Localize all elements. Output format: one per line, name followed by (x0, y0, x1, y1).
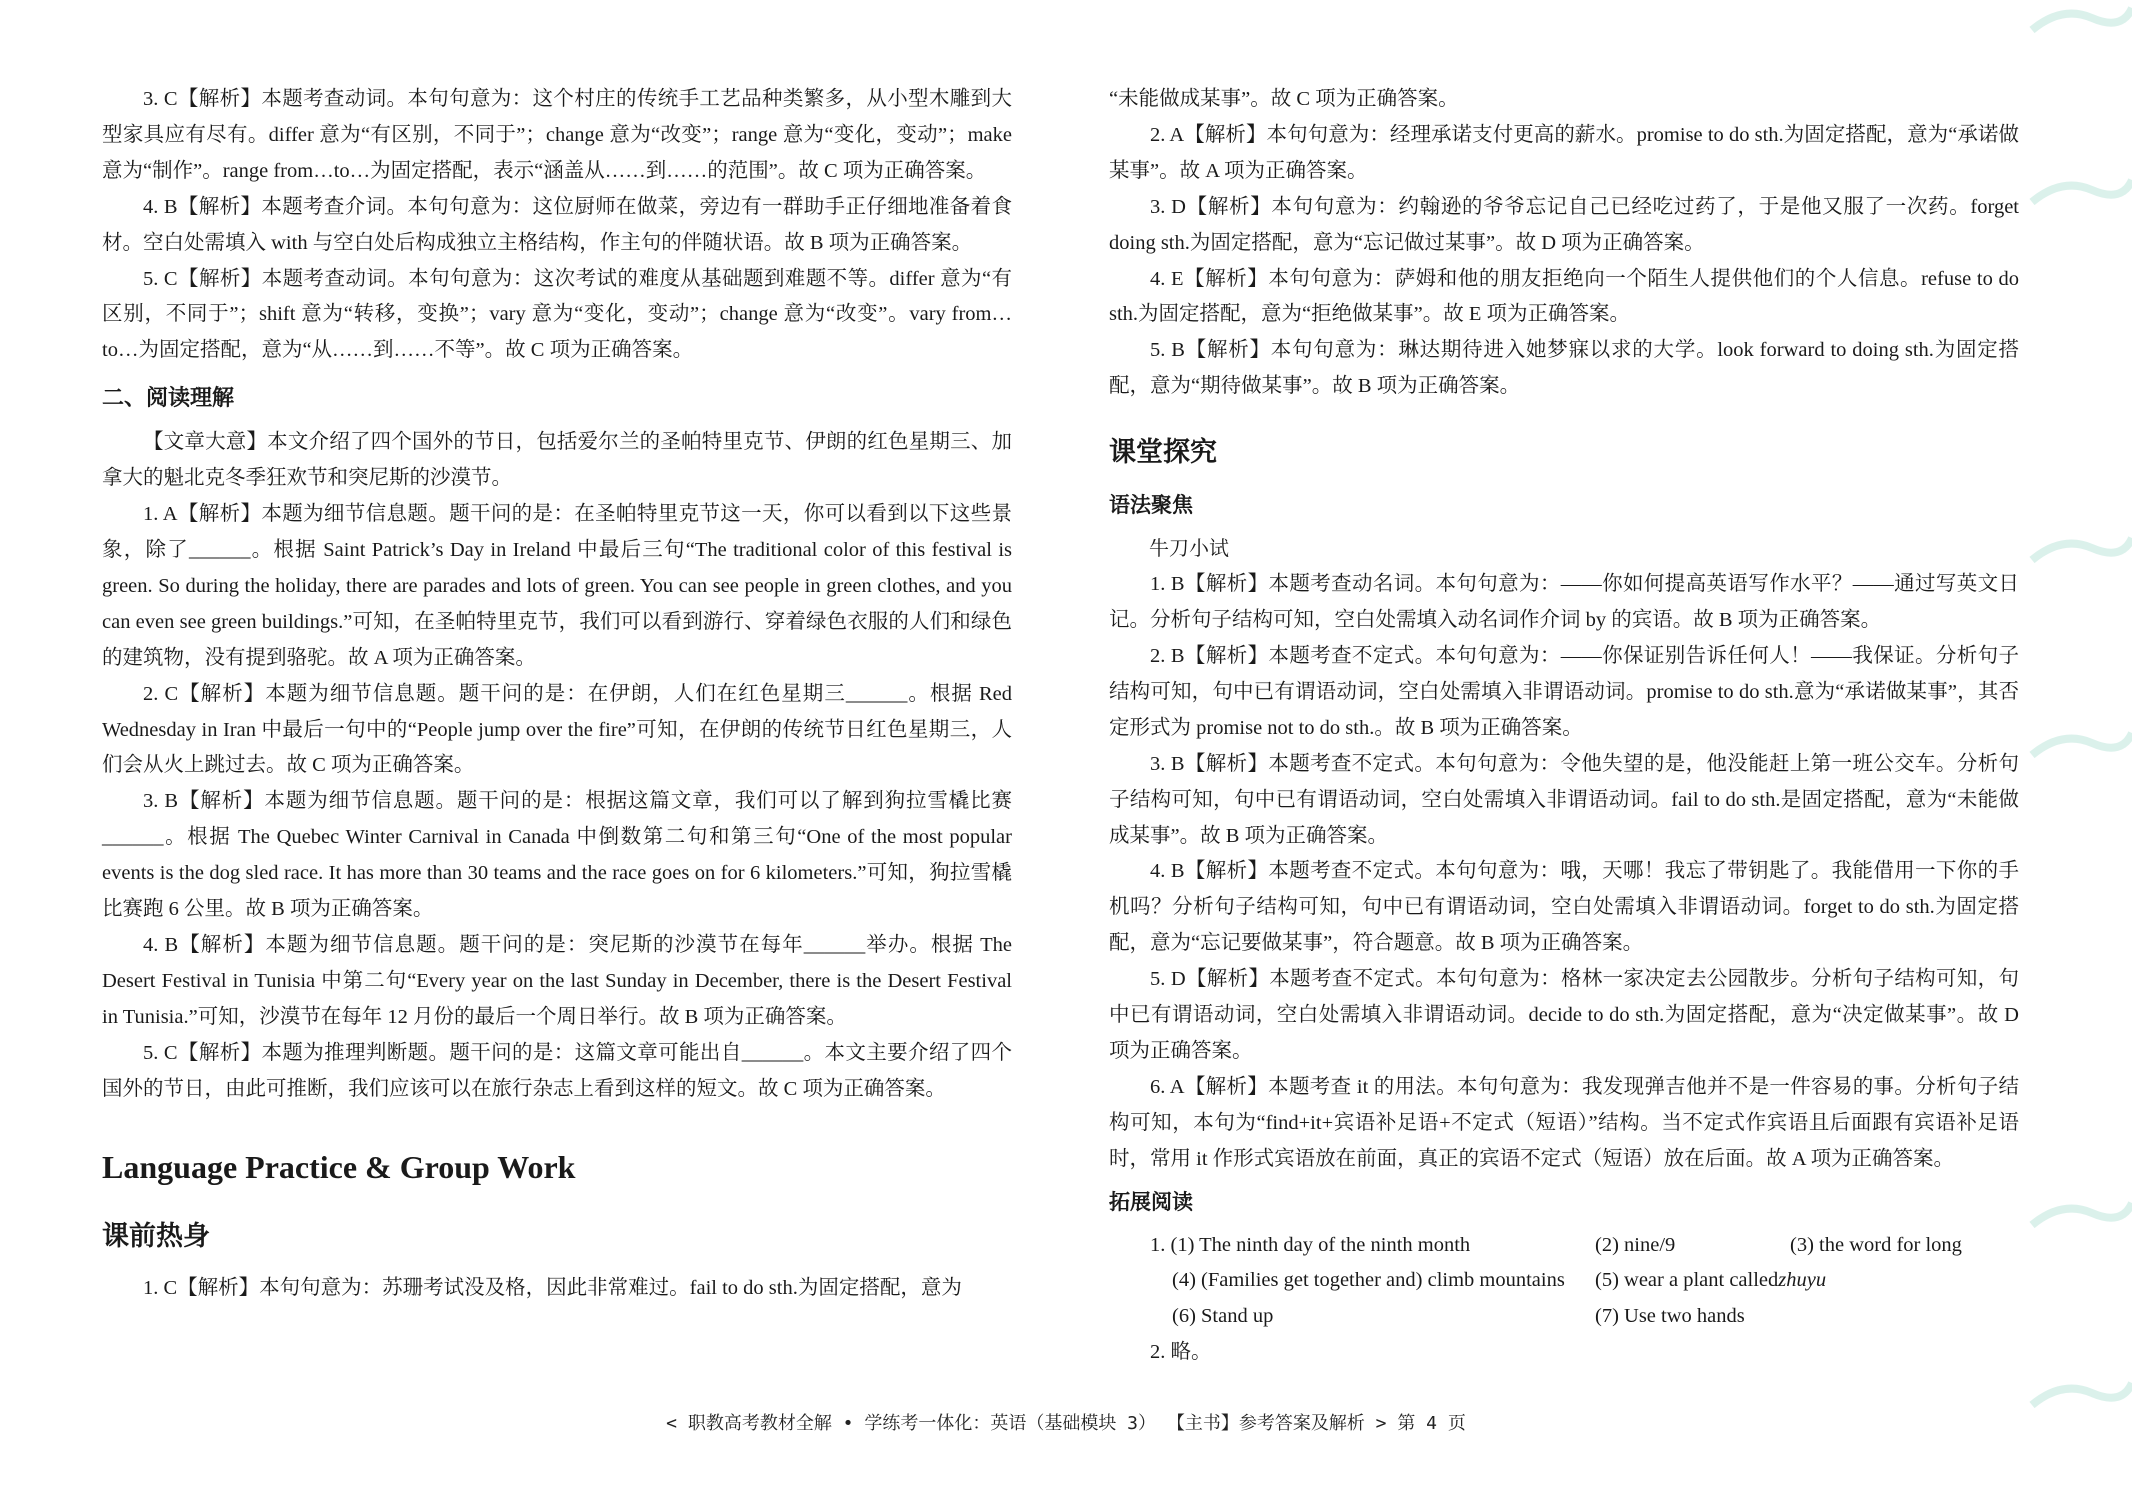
left-column (102, 82, 1012, 1307)
answer-paragraph: 2. C【解析】本题为细节信息题。题干问的是：在伊朗，人们在红色星期三______。根据 Red Wednesday in Iran 中最后一句中的“People jump over the fire”可知，在伊朗的传统节日红色星期三，人们会从火上跳过去。故 C 项为正确答案。 (102, 682, 1012, 777)
answer-item: (7) Use two hands (1595, 1305, 1745, 1328)
answer-item: (6) Stand up (1172, 1305, 1274, 1328)
heading-language-practice: Language Practice & Group Work (102, 1149, 576, 1186)
heading-warmup: 课前热身 (102, 1221, 210, 1253)
decorative-ribbon-icon (2022, 1195, 2132, 1235)
answer-paragraph: 2. B【解析】本题考查不定式。本句句意为：——你保证别告诉任何人！——我保证。分析句子结构可知，句中已有谓语动词，空白处需填入非谓语动词。promise to do sth.意为“承诺做某事”，其否定形式为 promise not to do sth.。故 B 项为正确答案。 (1109, 644, 2019, 739)
answer-paragraph: 1. C【解析】本句句意为：苏珊考试没及格，因此非常难过。fail to do sth.为固定搭配，意为 (143, 1277, 962, 1300)
heading-grammar-focus: 语法聚焦 (1109, 493, 1193, 518)
answer-row (1109, 1228, 2019, 1264)
answer-paragraph: “未能做成某事”。故 C 项为正确答案。 (1109, 88, 1459, 110)
answer-row (1109, 1335, 2019, 1371)
answer-item (1595, 1263, 1826, 1299)
summary-paragraph: 【文章大意】本文介绍了四个国外的节日，包括爱尔兰的圣帕特里克节、伊朗的红色星期三、加拿大的魁北克冬季狂欢节和突尼斯的沙漠节。 (102, 431, 1012, 490)
answer-paragraph: 6. A【解析】本题考查 it 的用法。本句句意为：我发现弹吉他并不是一件容易的事。分析句子结构可知，本句为“find+it+宾语补足语+不定式（短语）”结构。当不定式作宾语且后面跟有宾语补足语时，常用 it 作形式宾语放在前面，真正的宾语不定式（短语）放在后面。故 A 项为正确答案。 (1109, 1075, 2019, 1170)
answer-paragraph: 3. C【解析】本题考查动词。本句句意为：这个村庄的传统手工艺品种类繁多，从小型木雕到大型家具应有尽有。differ 意为“有区别，不同于”；change 意为“改变”；range 意为“变化，变动”；make 意为“制作”。range from…to…为固定搭配，表示“涵盖从……到……的范围”。故 C 项为正确答案。 (102, 88, 1012, 182)
right-column (1109, 82, 2019, 1371)
answer-paragraph: 4. E【解析】本句句意为：萨姆和他的朋友拒绝向一个陌生人提供他们的个人信息。refuse to do sth.为固定搭配，意为“拒绝做某事”。故 E 项为正确答案。 (1109, 267, 2019, 326)
heading-extended-reading: 拓展阅读 (1109, 1189, 1193, 1214)
answer-paragraph: 5. C【解析】本题考查动词。本句句意为：这次考试的难度从基础题到难题不等。differ 意为“有区别，不同于”；shift 意为“转移，变换”；vary 意为“变化，变动”；change 意为“改变”。vary from…to…为固定搭配，意为“从……到……不等”。故 C 项为正确答案。 (102, 267, 1012, 362)
decorative-ribbon-icon (2022, 0, 2132, 40)
answer-item: (3) the word for long (1790, 1233, 1962, 1256)
heading-practice: 牛刀小试 (1149, 536, 1229, 561)
answer-paragraph: 3. D【解析】本句句意为：约翰逊的爷爷忘记自己已经吃过药了，于是他又服了一次药。forget doing sth.为固定搭配，意为“忘记做过某事”。故 D 项为正确答案。 (1109, 195, 2019, 254)
heading-class-explore: 课堂探究 (1109, 437, 1217, 469)
answer-paragraph: 3. B【解析】本题为细节信息题。题干问的是：根据这篇文章，我们可以了解到狗拉雪橇比赛______。根据 The Quebec Winter Carnival in Canada 中倒数第二句和第三句“One of the most popular events is the dog sled race. It has more than 30 teams and the race goes on for 6 kilometers.”可知，狗拉雪橇比赛跑 6 公里。故 B 项为正确答案。 (102, 790, 1012, 921)
answer-text: (5) wear a plant called (1595, 1269, 1779, 1292)
section-heading-reading: 二、阅读理解 (102, 386, 235, 412)
answer-item: (4) (Families get together and) climb mountains (1172, 1269, 1565, 1292)
answer-paragraph: 4. B【解析】本题为细节信息题。题干问的是：突尼斯的沙漠节在每年______举办。根据 The Desert Festival in Tunisia 中第二句“Every year on the last Sunday in December, there is the Desert Festival in Tunisia.”可知，沙漠节在每年 12 月份的最后一个周日举行。故 B 项为正确答案。 (102, 933, 1012, 1028)
answer-paragraph: 2. A【解析】本句句意为：经理承诺支付更高的薪水。promise to do sth.为固定搭配，意为“承诺做某事”。故 A 项为正确答案。 (1109, 123, 2019, 182)
answer-paragraph: 4. B【解析】本题考查介词。本句句意为：这位厨师在做菜，旁边有一群助手正仔细地准备着食材。空白处需填入 with 与空白处后构成独立主格结构，作主句的伴随状语。故 B 项为正确答案。 (102, 195, 1012, 254)
answer-italic-term: zhuyu (1778, 1269, 1827, 1292)
answer-paragraph: 3. B【解析】本题考查不定式。本句句意为：令他失望的是，他没能赶上第一班公交车。分析句子结构可知，句中已有谓语动词，空白处需填入非谓语动词。fail to do sth.是固定搭配，意为“未能做成某事”。故 B 项为正确答案。 (1109, 752, 2019, 847)
decorative-ribbon-icon (2022, 725, 2132, 765)
answer-row (1109, 1299, 2019, 1335)
answer-paragraph: 5. C【解析】本题为推理判断题。题干问的是：这篇文章可能出自______。本文主要介绍了四个国外的节日，由此可推断，我们应该可以在旅行杂志上看到这样的短文。故 C 项为正确答案。 (102, 1041, 1012, 1100)
answer-paragraph: 1. B【解析】本题考查动名词。本句句意为：——你如何提高英语写作水平？——通过写英文日记。分析句子结构可知，空白处需填入动名词作介词 by 的宾语。故 B 项为正确答案。 (1109, 573, 2019, 632)
decorative-ribbon-icon (2022, 172, 2132, 212)
answer-paragraph: 4. B【解析】本题考查不定式。本句句意为：哦，天哪！我忘了带钥匙了。我能借用一下你的手机吗？分析句子结构可知，句中已有谓语动词，空白处需填入非谓语动词。forget to do sth.为固定搭配，意为“忘记要做某事”，符合题意。故 B 项为正确答案。 (1109, 860, 2019, 955)
answer-paragraph: 1. A【解析】本题为细节信息题。题干问的是：在圣帕特里克节这一天，你可以看到以下这些景象，除了______。根据 Saint Patrick’s Day in Ireland 中最后三句“The traditional color of this festival is green. So during the holiday, there are parades and lots of green. You can see people in green clothes, and you can even see green buildings.”可知，在圣帕特里克节，我们可以看到游行、穿着绿色衣服的人们和绿色的建筑物，没有提到骆驼。故 A 项为正确答案。 (102, 503, 1012, 669)
answer-row (1109, 1263, 2019, 1299)
answer-paragraph: 5. D【解析】本题考查不定式。本句句意为：格林一家决定去公园散步。分析句子结构可知，句中已有谓语动词，空白处需填入非谓语动词。decide to do sth.为固定搭配，意为“决定做某事”。故 D 项为正确答案。 (1109, 968, 2019, 1062)
answer-item: (2) nine/9 (1595, 1233, 1676, 1256)
page-footer: < 职教高考教材全解 • 学练考一体化：英语（基础模块 3） 【主书】参考答案及解析 > 第 4 页 (666, 1413, 1466, 1434)
answer-item: 2. 略。 (1150, 1341, 1212, 1364)
answer-paragraph: 5. B【解析】本句句意为：琳达期待进入她梦寐以求的大学。look forward to doing sth.为固定搭配，意为“期待做某事”。故 B 项为正确答案。 (1109, 339, 2019, 398)
decorative-ribbon-icon (2022, 530, 2132, 570)
answer-item: 1. (1) The ninth day of the ninth month (1150, 1233, 1471, 1256)
